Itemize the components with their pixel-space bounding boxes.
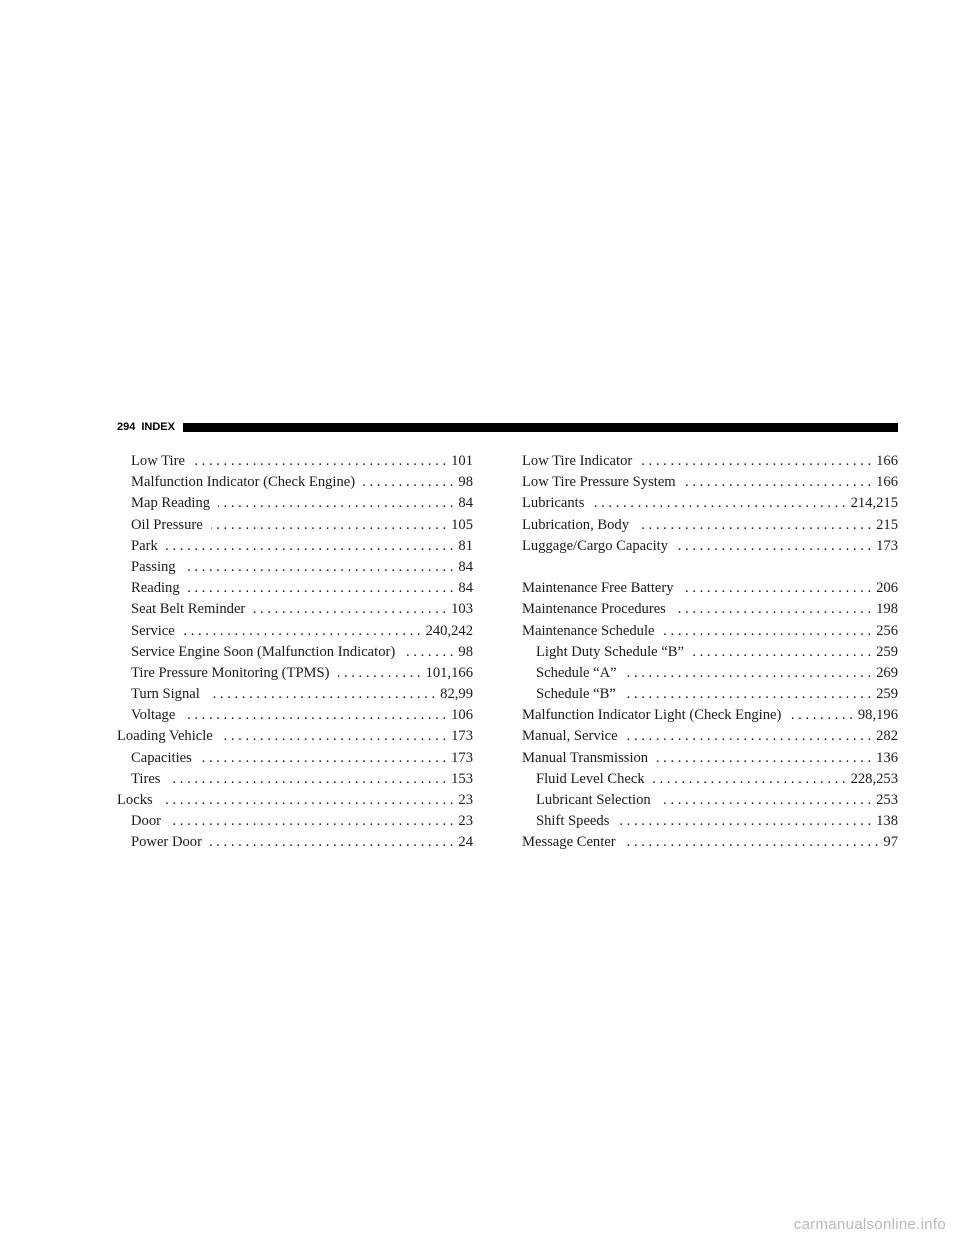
- dot-leader: [169, 811, 453, 832]
- entry-label: Maintenance Procedures: [522, 601, 666, 618]
- index-entry: [522, 769, 898, 790]
- index-entry: [522, 663, 898, 684]
- entry-label: Maintenance Schedule: [522, 622, 655, 639]
- watermark: carmanualsonline.info: [793, 1216, 946, 1233]
- index-entry: [117, 684, 473, 705]
- entry-label: Locks: [117, 792, 153, 808]
- index-entry: [522, 790, 898, 811]
- entry-page: 101,166: [425, 664, 473, 681]
- index-entry: [117, 515, 473, 536]
- entry-page: 166: [876, 474, 898, 491]
- dot-leader: [624, 684, 871, 705]
- index-entry: [522, 515, 898, 536]
- dot-leader: [403, 642, 453, 663]
- dot-leader: [789, 705, 852, 726]
- entry-label: Service Engine Soon (Malfunction Indicator): [131, 643, 396, 660]
- entry-label: Malfunction Indicator Light (Check Engine): [522, 707, 782, 724]
- dot-leader: [188, 578, 454, 599]
- entry-page: 259: [876, 686, 898, 703]
- index-column-left: [117, 451, 473, 854]
- dot-leader: [624, 832, 879, 853]
- entry-page: 256: [876, 622, 898, 639]
- dot-leader: [183, 621, 421, 642]
- index-entry: [522, 599, 898, 620]
- entry-page: 253: [876, 792, 898, 808]
- dot-leader: [592, 493, 845, 514]
- entry-page: 101: [451, 453, 473, 469]
- entry-label: Maintenance Free Battery: [522, 580, 674, 597]
- entry-page: 82,99: [440, 686, 473, 703]
- dot-leader: [193, 451, 446, 472]
- index-entry: [117, 493, 473, 514]
- entry-label: Malfunction Indicator (Check Engine): [131, 474, 356, 491]
- entry-label: Schedule “B”: [536, 686, 616, 703]
- entry-page: 259: [876, 643, 898, 660]
- entry-label: Passing: [131, 558, 176, 575]
- index-entry: [117, 705, 473, 726]
- entry-page: 282: [876, 728, 898, 745]
- entry-page: 228,253: [850, 770, 898, 787]
- entry-label: Voltage: [131, 707, 176, 724]
- dot-leader: [338, 663, 421, 684]
- entry-page: 105: [451, 516, 473, 533]
- entry-label: Service: [131, 622, 175, 639]
- entry-label: Power Door: [131, 834, 202, 851]
- index-entry: [117, 811, 473, 832]
- entry-page: 81: [458, 537, 473, 554]
- entry-page: 173: [876, 537, 898, 554]
- dot-leader: [692, 642, 871, 663]
- dot-leader: [363, 472, 453, 493]
- dot-leader: [168, 769, 446, 790]
- entry-label: Manual Transmission: [522, 749, 649, 766]
- dot-leader: [166, 536, 454, 557]
- index-entry: [522, 832, 898, 853]
- entry-label: Fluid Level Check: [536, 770, 645, 787]
- entry-page: 98: [458, 474, 473, 491]
- dot-leader: [221, 726, 446, 747]
- entry-label: Seat Belt Reminder: [131, 601, 246, 618]
- index-entry: [522, 726, 898, 747]
- dot-leader: [617, 811, 871, 832]
- section-title: INDEX: [141, 421, 175, 433]
- entry-label: Oil Pressure: [131, 516, 203, 533]
- index-entry: [522, 578, 898, 599]
- entry-page: 103: [451, 601, 473, 618]
- index-entry: [117, 472, 473, 493]
- entry-page: 98: [458, 643, 473, 660]
- entry-page: 198: [876, 601, 898, 618]
- dot-leader: [653, 769, 846, 790]
- entry-page: 153: [451, 770, 473, 787]
- entry-label: Door: [131, 813, 161, 830]
- index-group-l: [522, 451, 898, 557]
- entry-label: Turn Signal: [131, 686, 200, 703]
- index-entry: [522, 705, 898, 726]
- entry-page: 214,215: [850, 495, 898, 512]
- dot-leader: [210, 832, 453, 853]
- dot-leader: [663, 621, 872, 642]
- entry-page: 136: [876, 749, 898, 766]
- page-number: 294: [117, 421, 136, 433]
- dot-leader: [211, 515, 446, 536]
- dot-leader: [200, 748, 446, 769]
- index-entry: [522, 811, 898, 832]
- entry-page: 173: [451, 749, 473, 766]
- index-entry: [117, 726, 473, 747]
- entry-label: Shift Speeds: [536, 813, 610, 830]
- dot-leader: [676, 536, 871, 557]
- entry-label: Schedule “A”: [536, 664, 617, 681]
- entry-page: 269: [876, 664, 898, 681]
- entry-page: 23: [458, 813, 473, 830]
- entry-label: Light Duty Schedule “B”: [536, 643, 684, 660]
- index-entry: [117, 663, 473, 684]
- index-entry: [117, 536, 473, 557]
- dot-leader: [161, 790, 454, 811]
- dot-leader: [218, 493, 453, 514]
- index-entry: [117, 642, 473, 663]
- dot-leader: [682, 578, 872, 599]
- dot-leader: [637, 515, 871, 536]
- entry-label: Low Tire Indicator: [522, 453, 633, 469]
- index-entry: [117, 769, 473, 790]
- entry-page: 206: [876, 580, 898, 597]
- entry-label: Reading: [131, 580, 180, 597]
- index-entry: [117, 451, 473, 472]
- page-header: [117, 418, 898, 436]
- dot-leader: [208, 684, 435, 705]
- entry-label: Tire Pressure Monitoring (TPMS): [131, 664, 330, 681]
- index-entry: [522, 684, 898, 705]
- index-entry: [117, 832, 473, 853]
- entry-page: 240,242: [425, 622, 473, 639]
- header-rule: [183, 423, 898, 432]
- entry-label: Tires: [131, 770, 161, 787]
- dot-leader: [184, 557, 454, 578]
- entry-page: 97: [883, 834, 898, 851]
- index-entry: [117, 790, 473, 811]
- index-entry: [522, 621, 898, 642]
- entry-page: 173: [451, 728, 473, 745]
- entry-label: Lubricant Selection: [536, 792, 651, 808]
- entry-page: 138: [876, 813, 898, 830]
- entry-page: 215: [876, 516, 898, 533]
- entry-page: 84: [458, 580, 473, 597]
- entry-label: Capacities: [131, 749, 192, 766]
- dot-leader: [640, 451, 871, 472]
- dot-leader: [674, 599, 871, 620]
- entry-label: Low Tire: [131, 453, 185, 469]
- dot-leader: [183, 705, 446, 726]
- index-group-m: [522, 578, 898, 853]
- entry-label: Message Center: [522, 834, 616, 851]
- entry-page: 84: [458, 558, 473, 575]
- entry-label: Lubricants: [522, 495, 585, 512]
- index-entry: [117, 557, 473, 578]
- entry-page: 98,196: [857, 707, 898, 724]
- index-entry: [522, 536, 898, 557]
- dot-leader: [253, 599, 446, 620]
- dot-leader: [656, 748, 871, 769]
- entry-page: 84: [458, 495, 473, 512]
- index-entry: [117, 748, 473, 769]
- entry-page: 166: [876, 453, 898, 469]
- dot-leader: [659, 790, 871, 811]
- entry-label: Map Reading: [131, 495, 211, 512]
- index-entry: [522, 642, 898, 663]
- entry-label: Manual, Service: [522, 728, 618, 745]
- entry-label: Park: [131, 537, 158, 554]
- index-entry: [117, 599, 473, 620]
- entry-page: 23: [458, 792, 473, 808]
- entry-label: Loading Vehicle: [117, 728, 213, 745]
- index-entry: [522, 472, 898, 493]
- group-gap: [522, 557, 898, 578]
- dot-leader: [625, 663, 871, 684]
- index-entry: [522, 748, 898, 769]
- index-entry: [117, 578, 473, 599]
- index-column-right: [522, 451, 898, 854]
- dot-leader: [684, 472, 871, 493]
- index-entry: [522, 493, 898, 514]
- dot-leader: [626, 726, 871, 747]
- entry-label: Low Tire Pressure System: [522, 474, 676, 491]
- entry-page: 106: [451, 707, 473, 724]
- entry-label: Luggage/Cargo Capacity: [522, 537, 669, 554]
- index-entry: [522, 451, 898, 472]
- entry-label: Lubrication, Body: [522, 516, 630, 533]
- entry-page: 24: [458, 834, 473, 851]
- index-entry: [117, 621, 473, 642]
